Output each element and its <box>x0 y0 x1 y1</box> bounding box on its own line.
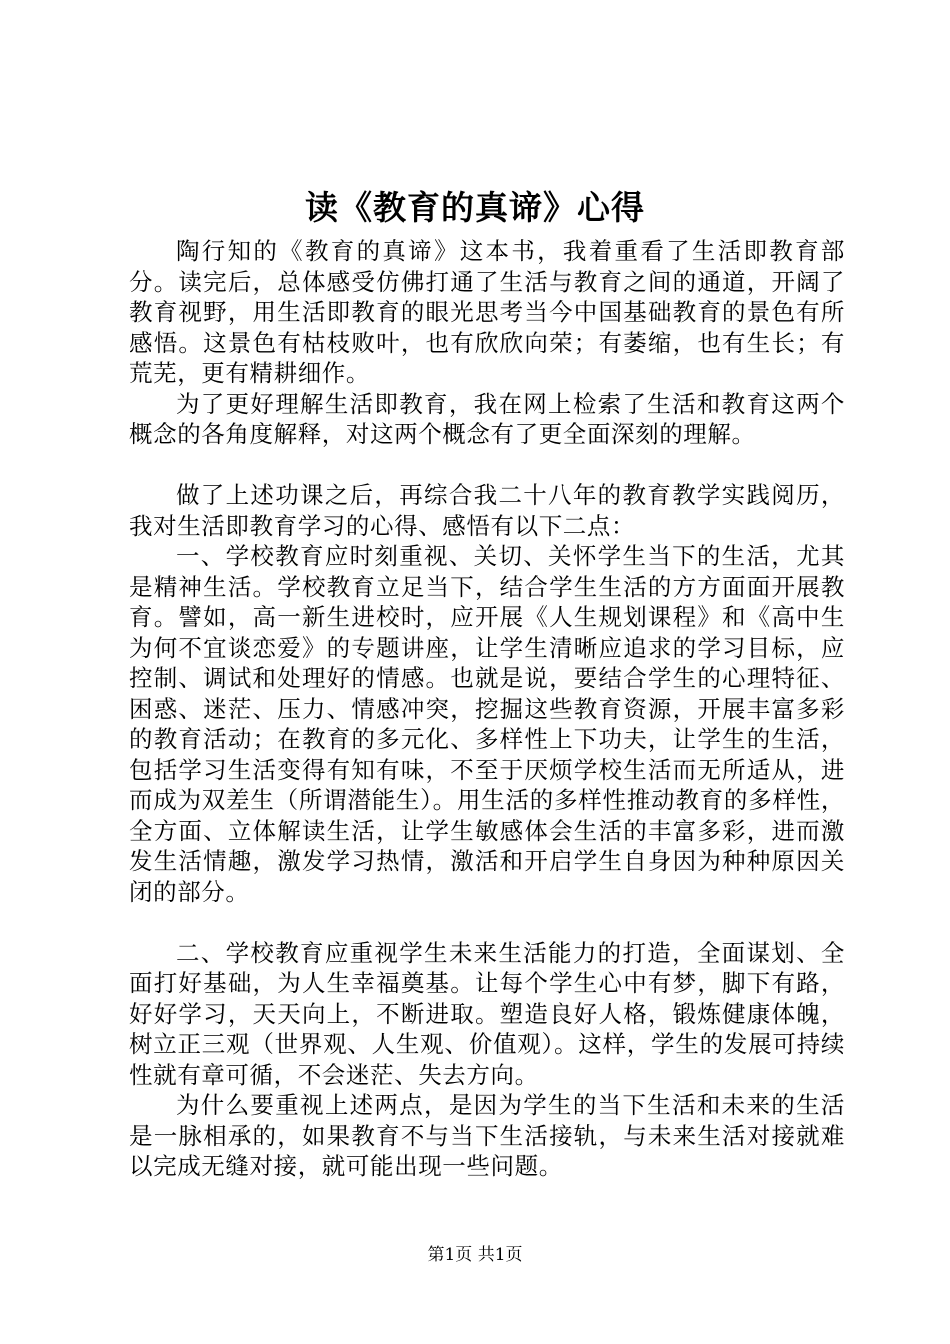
page-footer: 第1页 共1页 <box>427 1245 523 1265</box>
document-body <box>129 236 845 1182</box>
paragraph-conclusion: 为什么要重视上述两点，是因为学生的当下生活和未来的生活是一脉相承的，如果教育不与当下生活接轨，与未来生活对接就难以完成无缝对接，就可能出现一些问题。 <box>129 1091 845 1180</box>
paragraph-point-two: 二、学校教育应重视学生未来生活能力的打造，全面谋划、全面打好基础，为人生幸福奠基。让每个学生心中有梦，脚下有路，好好学习，天天向上，不断进取。塑造良好人格，锻炼健康体魄，树立正三观（世界观、人生观、价值观）。这样，学生的发展可持续性就有章可循，不会迷茫、失去方向。 <box>129 938 845 1089</box>
paragraph-spacer <box>129 907 845 938</box>
document-title: 读《教育的真谛》心得 <box>305 188 645 227</box>
paragraph-summary-lead: 做了上述功课之后，再综合我二十八年的教育教学实践阅历，我对生活即教育学习的心得、感悟有以下二点： <box>129 481 845 540</box>
paragraph-research: 为了更好理解生活即教育，我在网上检索了生活和教育这两个概念的各角度解释，对这两个概念有了更全面深刻的理解。 <box>129 389 845 448</box>
paragraph-intro: 陶行知的《教育的真谛》这本书，我着重看了生活即教育部分。读完后，总体感受仿佛打通了生活与教育之间的通道，开阔了教育视野，用生活即教育的眼光思考当今中国基础教育的景色有所感悟。这景色有枯枝败叶，也有欣欣向荣；有萎缩，也有生长；有荒芜，更有精耕细作。 <box>129 237 845 387</box>
paragraph-point-one: 一、学校教育应时刻重视、关切、关怀学生当下的生活，尤其是精神生活。学校教育立足当下，结合学生生活的方方面面开展教育。譬如，高一新生进校时，应开展《人生规划课程》和《高中生为何不宜谈恋爱》的专题讲座，让学生清晰应追求的学习目标，应控制、调试和处理好的情感。也就是说，要结合学生的心理特征、困惑、迷茫、压力、情感冲突，挖掘这些教育资源，开展丰富多彩的教育活动；在教育的多元化、多样性上下功夫，让学生的生活，包括学习生活变得有知有味，不至于厌烦学校生活而无所适从，进而成为双差生（所谓潜能生）。用生活的多样性推动教育的多样性，全方面、立体解读生活，让学生敏感体会生活的丰富多彩，进而激发生活情趣，激发学习热情，激活和开启学生自身因为种种原因关闭的部分。 <box>129 542 845 906</box>
paragraph-spacer <box>129 450 845 481</box>
